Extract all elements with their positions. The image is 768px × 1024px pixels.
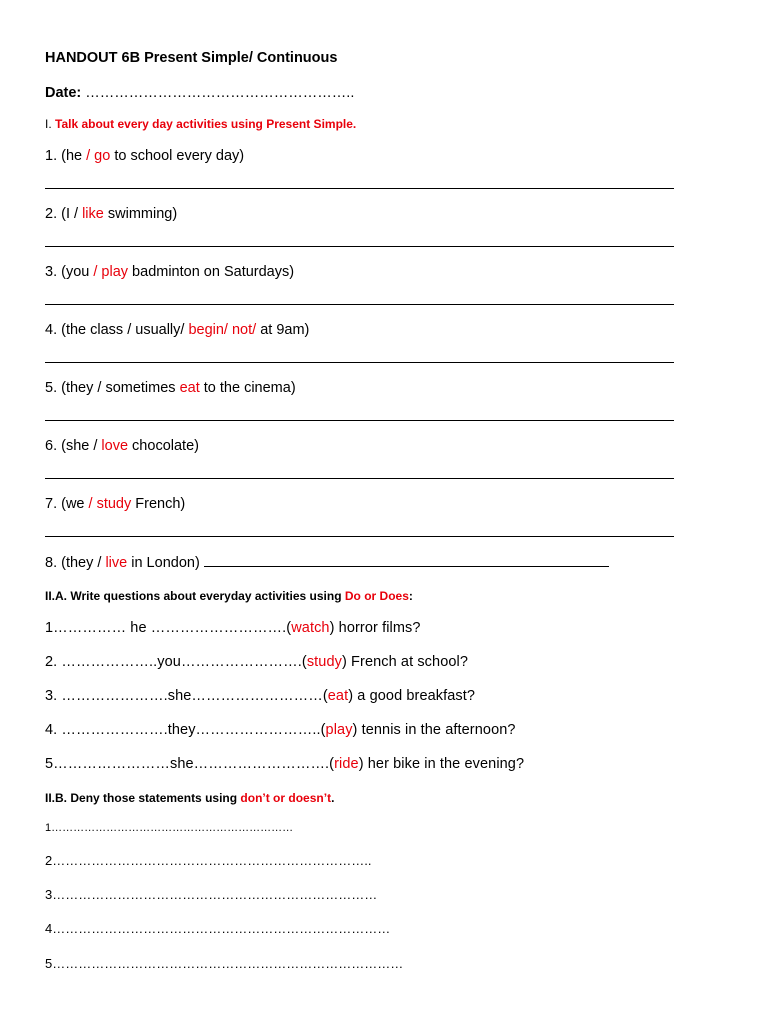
answer-line-1[interactable] [45,188,674,189]
section-2b-number: II.B. [45,791,68,805]
answer-line-3[interactable] [45,304,674,305]
deny-line-2[interactable]: 2……………………………………………………………….. [45,853,372,868]
exercise-item-4: 4. (the class / usually/ begin/ not/ at 9am) [45,322,310,338]
answer-line-7[interactable] [45,536,674,537]
deny-line-5[interactable]: 5……………………………………………………………………… [45,956,404,971]
deny-line-3[interactable]: 3………………………………………………………………… [45,887,378,902]
exercise-item-1: 1. (he / go to school every day) [45,148,245,164]
section-1-instruction: Talk about every day activities using Present Simple. [55,117,357,131]
answer-line-6[interactable] [45,478,674,479]
section-1-number: I. [45,117,52,131]
date-dots: ……………………………………………….. [85,85,355,101]
deny-line-1[interactable]: 1………………………………………………………… [45,822,294,834]
answer-line-2[interactable] [45,246,674,247]
question-5: 5……………………she……………………….(ride) her bike in the evening? [45,756,525,772]
question-2: 2. ………………..you…………………….(study) French at school? [45,654,469,670]
answer-line-5[interactable] [45,420,674,421]
exercise-item-3: 3. (you / play badminton on Saturdays) [45,264,295,280]
deny-line-4[interactable]: 4…………………………………………………………………… [45,921,391,936]
section-2a-heading: II.A. Write questions about everyday activities using Do or Does: [45,589,413,603]
answer-line-4[interactable] [45,362,674,363]
section-2b-instruction: Deny those statements using [70,791,241,805]
exercise-item-2: 2. (I / like swimming) [45,206,178,222]
section-2b-keyword: don’t or doesn’t [240,791,332,805]
handout-title: HANDOUT 6B Present Simple/ Continuous [45,50,338,66]
section-2a-number: II.A. [45,589,68,603]
section-2b-heading: II.B. Deny those statements using don’t or doesn’t. [45,791,335,805]
date-label: Date: [45,85,82,101]
section-1-heading [45,117,356,131]
section-2a-instruction: Write questions about everyday activities using [70,589,345,603]
question-3: 3. ………………….she………………………(eat) a good breakfast? [45,688,476,704]
question-4: 4. ………………….they……………………..(play) tennis in the afternoon? [45,722,516,738]
date-field [45,85,354,101]
answer-line-8[interactable] [204,554,609,567]
exercise-item-6: 6. (she / love chocolate) [45,438,199,454]
exercise-item-8: 8. (they / live in London) [45,554,609,571]
exercise-item-7: 7. (we / study French) [45,496,186,512]
exercise-item-5: 5. (they / sometimes eat to the cinema) [45,380,296,396]
section-2a-keyword: Do or Does [344,589,409,603]
question-1: 1…………… he ……………………….(watch) horror films? [45,620,421,636]
